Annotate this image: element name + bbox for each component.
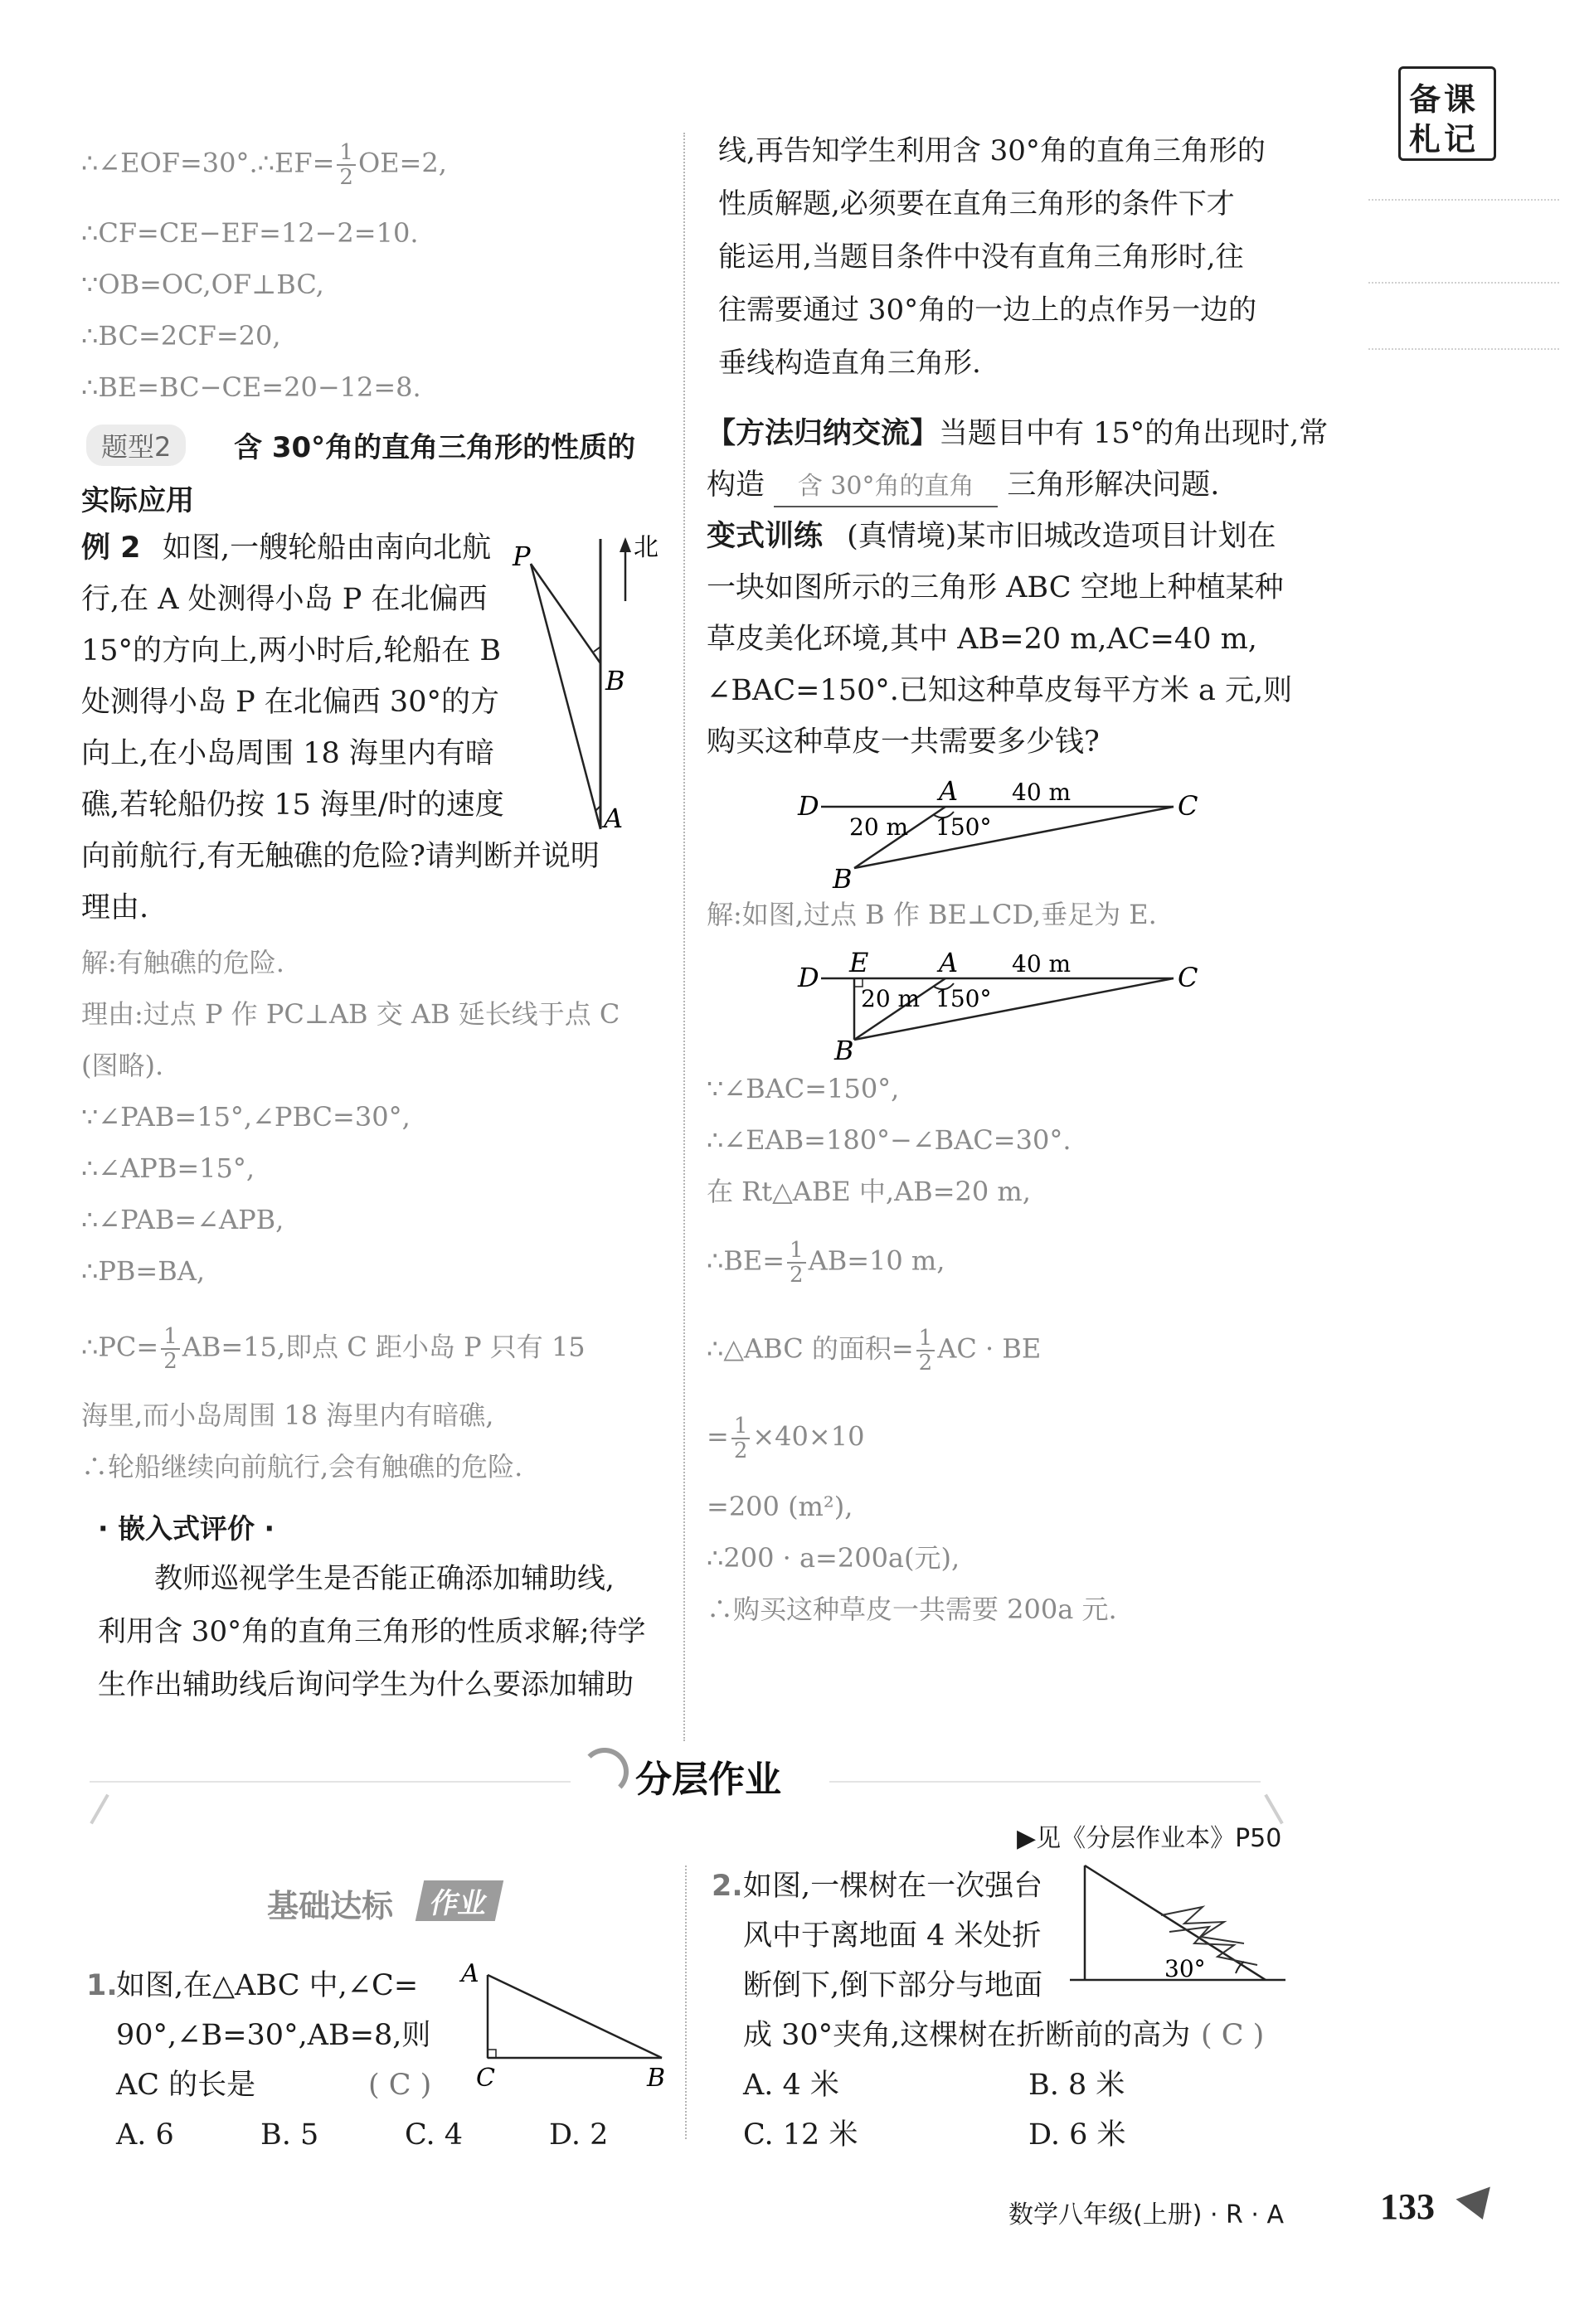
type2-label: 题型2 [86,425,186,466]
solution-line: ∴PC= $\frac{1}{2}$ AB=15,即点 C 距小岛 P 只有 15 [81,1324,586,1374]
fig1-label-A: A [939,775,959,807]
solution-line: ∴∠EAB=180°−∠BAC=30°. [707,1124,1072,1156]
footer-arrow-icon [1456,2187,1500,2226]
q1-fig-label-C: C [476,2064,495,2093]
q2-option-c[interactable]: C. 12 米 [743,2118,858,2152]
variant-line: 某市旧城改造项目计划在 [956,520,1276,553]
embed-eval-line: 教师巡视学生是否能正确添加辅助线, [154,1562,615,1595]
method-text: 三角形解决问题. [1007,468,1220,502]
fig2-label-ab: 20 m [861,985,921,1012]
solution-line: ∵OB=OC,OF⊥BC, [81,269,324,300]
solution-line: = $\frac{1}{2}$ ×40×10 [707,1414,865,1463]
homework-reference: ▶见《分层作业本》P50 [1017,1824,1282,1853]
q1-fig-label-A: A [461,1959,479,1988]
variant-line: ∠BAC=150°.已知这种草皮每平方米 a 元,则 [707,674,1293,707]
variant-line: 购买这种草皮一共需要多少钱? [707,725,1100,759]
q1-line: AC 的长是 [116,2069,256,2102]
solution-line: 在 Rt△ABE 中,AB=20 m, [707,1176,1031,1207]
fig1-label-angle: 150° [936,813,992,841]
q1-line: 如图,在△ABC 中,∠C= [116,1969,419,2002]
example-line: 处测得小岛 P 在北偏西 30°的方 [81,686,499,719]
continued-line: 垂线构造直角三角形. [718,347,981,380]
homework-divider [685,1866,687,2139]
example-line: 向上,在小岛周围 18 海里内有暗 [81,737,494,770]
triangle-figure-1 [788,775,1203,891]
embed-eval-line: 生作出辅助线后询问学生为什么要添加辅助 [98,1668,634,1701]
solution-line: ∴CF=CE−EF=12−2=10. [81,217,419,249]
continued-line: 能运用,当题目条件中没有直角三角形时,往 [718,240,1244,274]
solution-line: ∴△ABC 的面积= $\frac{1}{2}$ AC · BE [707,1326,1042,1375]
fig2-label-D: D [798,962,819,993]
solution-line: ∴200 · a=200a(元), [707,1542,960,1574]
q2-line: 风中于离地面 4 米处折 [743,1919,1042,1953]
method-tag: 【方法归纳交流】 [707,417,940,450]
q1-line: 90°,∠B=30°,AB=8,则 [116,2019,431,2052]
example-line: 如图,一艘轮船由南向北航 [163,531,492,565]
fig2-label-ac: 40 m [1012,950,1072,978]
fig2-label-C: C [1178,962,1198,993]
solution-line: ∵∠PAB=15°,∠PBC=30°, [81,1101,411,1133]
solution-line: ∴轮船继续向前航行,会有触礁的危险. [81,1451,523,1482]
embed-eval-title: · 嵌入式评价 · [98,1512,275,1545]
q1-option-b[interactable]: B. 5 [260,2118,319,2152]
solution-line: 解:有触礁的危险. [81,947,284,978]
method-text: 构造 [707,468,765,502]
fig2-label-A: A [939,947,959,978]
corner-badge-bottom: 札记 [1409,121,1480,158]
fig1-label-ac: 40 m [1012,779,1072,806]
fig2-label-B: B [834,1035,854,1061]
footer-book-title: 数学八年级(上册) · R · A [1008,2200,1284,2229]
q1-option-a[interactable]: A. 6 [116,2118,174,2152]
solution-line: ∵∠BAC=150°, [707,1073,900,1104]
q2-option-d[interactable]: D. 6 米 [1028,2118,1126,2152]
type2-title-line2: 实际应用 [81,484,194,517]
continued-line: 往需要通过 30°角的一边上的点作另一边的 [718,294,1257,327]
continued-line: 性质解题,必须要在直角三角形的条件下才 [718,187,1235,221]
solution-line: =200 (m²), [707,1491,853,1522]
q2-line: 成 30°夹角,这棵树在折断前的高为 [743,2019,1191,2052]
fig2-label-E: E [849,947,869,978]
example-tag: 例 2 [81,531,141,565]
solution-line: ∴∠PAB=∠APB, [81,1204,284,1235]
page-number: 133 [1380,2186,1435,2227]
solution-line: ∴BC=2CF=20, [81,320,281,352]
q2-option-b[interactable]: B. 8 米 [1028,2069,1125,2102]
q1-answer: ( C ) [368,2069,432,2102]
q2-fig-angle-label: 30° [1164,1955,1206,1982]
ship-fig-label-A: A [604,803,624,834]
example-line: 15°的方向上,两小时后,轮船在 B [81,634,502,667]
triangle-figure-2 [788,945,1203,1061]
q2-line: 如图,一棵树在一次强台 [743,1870,1043,1903]
solution-line: (图略). [81,1050,164,1081]
variant-line: 草皮美化环境,其中 AB=20 m,AC=40 m, [707,623,1257,656]
q2-line: 断倒下,倒下部分与地面 [743,1969,1043,2002]
solution-line: ∴∠APB=15°, [81,1152,255,1184]
solution-line: ∴购买这种草皮一共需要 200a 元. [707,1594,1117,1625]
embed-eval-line: 利用含 30°角的直角三角形的性质求解;待学 [98,1615,646,1648]
fig1-label-D: D [798,790,819,822]
solution-line: 理由:过点 P 作 PC⊥AB 交 AB 延长线于点 C [81,998,620,1030]
q1-option-c[interactable]: C. 4 [405,2118,464,2152]
method-text: 当题目中有 15°的角出现时,常 [939,417,1329,450]
example-line: 行,在 A 处测得小岛 P 在北偏西 [81,583,488,616]
corner-badge [1398,66,1496,161]
basic-label: 基础达标 [267,1888,394,1924]
fig1-label-B: B [833,863,853,891]
fig1-label-ab: 20 m [849,813,909,841]
solution-line: ∴PB=BA, [81,1255,206,1287]
fig1-label-C: C [1178,790,1198,822]
solution-line: ∴BE= $\frac{1}{2}$ AB=10 m, [707,1238,945,1288]
type2-title-line1: 含 30°角的直角三角形的性质的 [234,431,636,464]
ship-figure [498,522,680,846]
fig2-label-angle: 150° [936,985,992,1012]
corner-badge-top: 备课 [1409,81,1480,118]
ship-fig-label-B: B [605,665,625,696]
example-line: 理由. [81,891,149,924]
ship-fig-label-P: P [513,541,531,572]
q2-answer: ( C ) [1201,2019,1265,2052]
q2-number: 2. [712,1870,743,1903]
ship-fig-label-north: 北 [634,533,658,562]
solution-line: 海里,而小岛周围 18 海里内有暗礁, [81,1400,494,1431]
solution-line: ∴∠EOF=30°.∴EF= $\frac{1}{2}$ OE=2, [81,140,447,190]
homework-title: 分层作业 [635,1759,781,1801]
q2-tree-figure [1062,1857,1294,1990]
example-line: 礁,若轮船仍按 15 海里/时的速度 [81,788,504,822]
basic-tag: 作业 [416,1880,503,1921]
q1-number: 1. [86,1969,118,2002]
q1-fig-label-B: B [647,2064,666,2093]
example-line: 向前航行,有无触礁的危险?请判断并说明 [81,840,600,873]
q1-triangle-figure [454,1957,678,2098]
solution-line: ∴BE=BC−CE=20−12=8. [81,371,421,403]
variant-context: (真情境) [847,520,957,553]
method-answer-blank: 含 30°角的直角 [774,468,998,507]
column-divider [683,133,685,1741]
variant-tag: 变式训练 [707,520,824,553]
q1-option-d[interactable]: D. 2 [549,2118,609,2152]
homework-swirl-icon [581,1748,629,1796]
continued-line: 线,再告知学生利用含 30°角的直角三角形的 [718,134,1266,167]
q2-option-a[interactable]: A. 4 米 [743,2069,839,2102]
variant-solution-intro: 解:如图,过点 B 作 BE⊥CD,垂足为 E. [707,899,1157,930]
variant-line: 一块如图所示的三角形 ABC 空地上种植某种 [707,571,1284,604]
